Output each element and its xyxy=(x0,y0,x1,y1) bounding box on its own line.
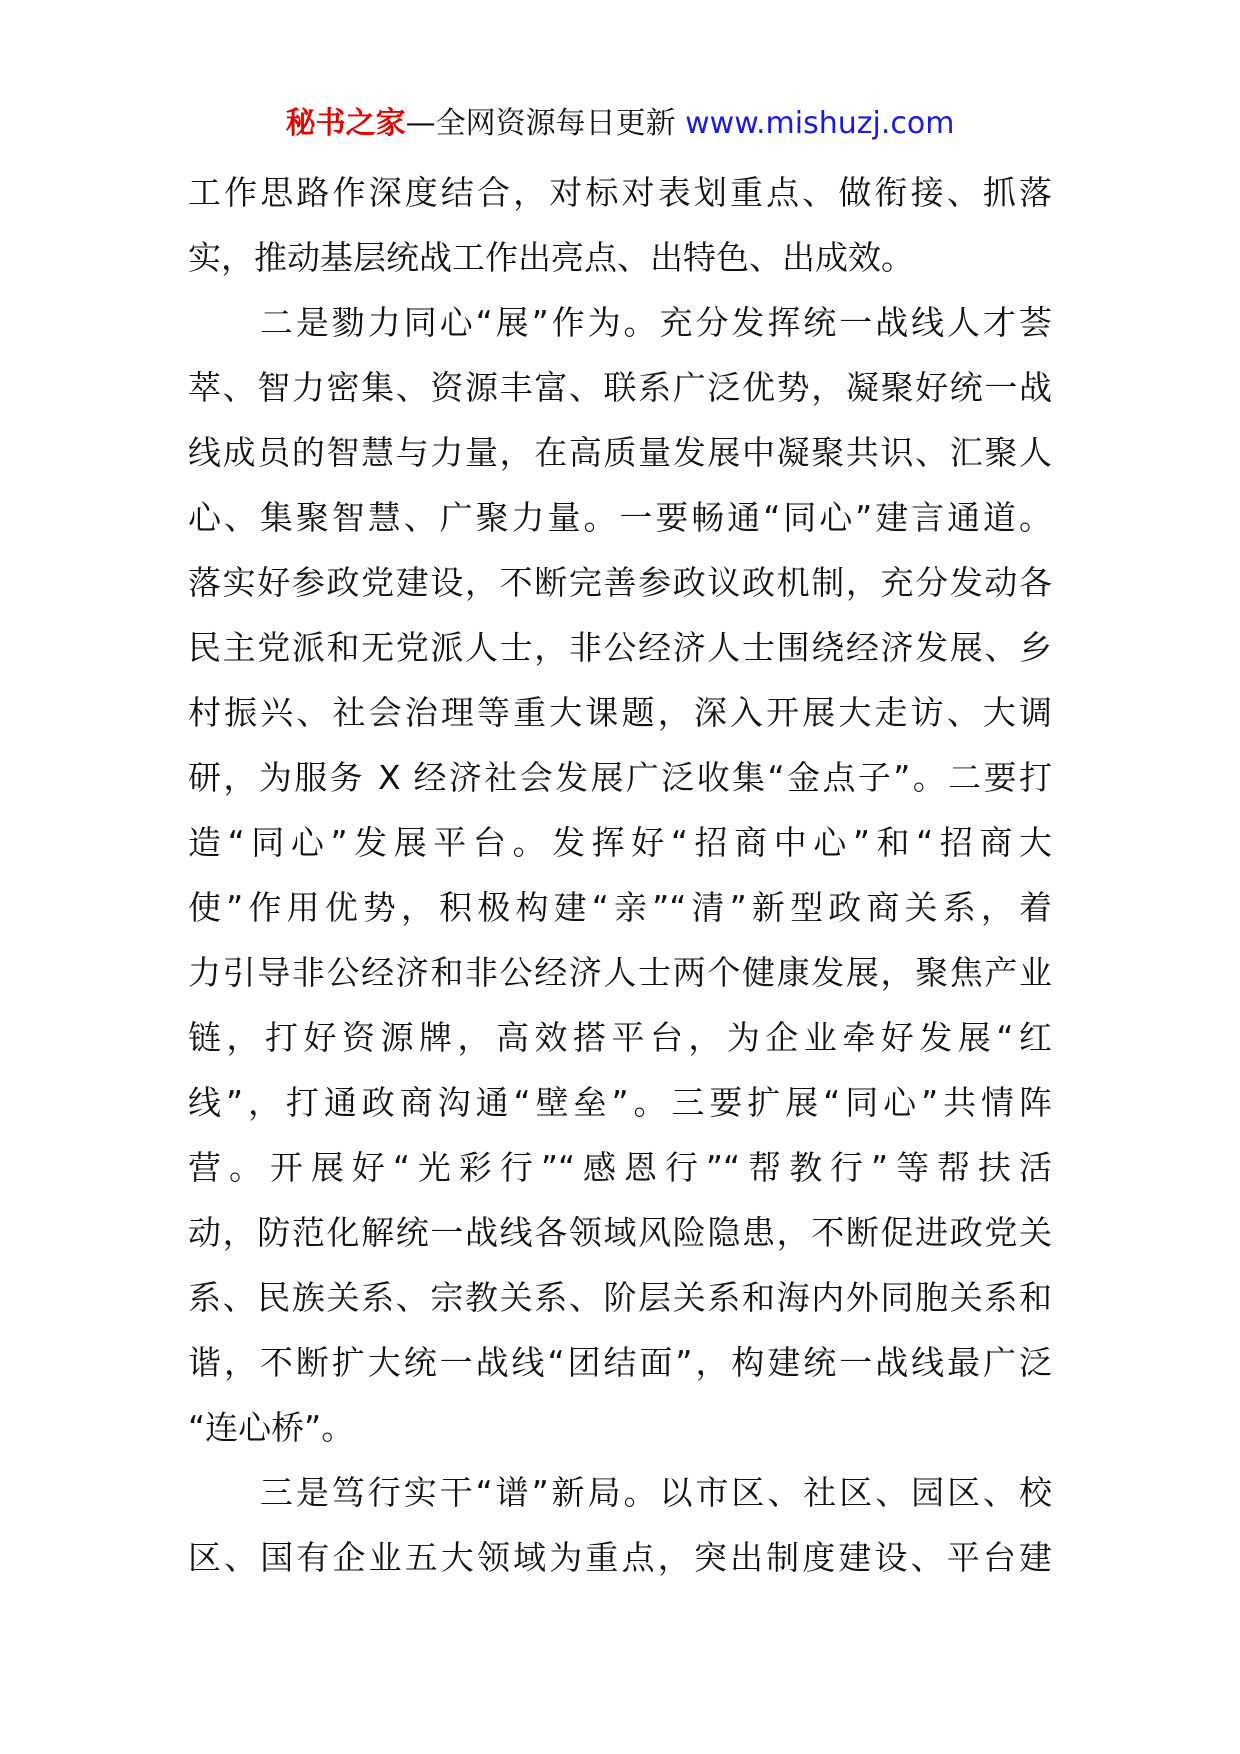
text-line: 民主党派和无党派人士，非公经济人士围绕经济发展、乡 xyxy=(188,628,1052,667)
text-line: 系、民族关系、宗教关系、阶层关系和海内外同胞关系和 xyxy=(188,1278,1052,1317)
text-line: 心、集聚智慧、广聚力量。一要畅通“同心”建言通道。 xyxy=(188,498,1052,537)
text-line: 线成员的智慧与力量，在高质量发展中凝聚共识、汇聚人 xyxy=(188,433,1052,472)
text-line: 实，推动基层统战工作出亮点、出特色、出成效。 xyxy=(188,238,914,277)
text-line: 区、国有企业五大领域为重点，突出制度建设、平台建 xyxy=(188,1538,1052,1577)
brand-name: 秘书之家 xyxy=(285,106,406,141)
text-line: 链，打好资源牌，高效搭平台，为企业牵好发展“红 xyxy=(188,1018,1052,1057)
document-body xyxy=(188,160,1052,1590)
text-line: 萃、智力密集、资源丰富、联系广泛优势，凝聚好统一战 xyxy=(188,368,1052,407)
text-line: 使”作用优势，积极构建“亲”“清”新型政商关系，着 xyxy=(188,888,1052,927)
text-line: “连心桥”。 xyxy=(188,1408,355,1447)
header-tagline: —全网资源每日更新 xyxy=(405,106,686,141)
text-line: 力引导非公经济和非公经济人士两个健康发展，聚焦产业 xyxy=(188,953,1052,992)
text-line: 落实好参政党建设，不断完善参政议政机制，充分发动各 xyxy=(188,563,1052,602)
website-url[interactable]: www.mishuzj.com xyxy=(685,106,955,141)
text-line: 线”，打通政商沟通“壁垒”。三要扩展“同心”共情阵 xyxy=(188,1083,1052,1122)
text-line: 谐，不断扩大统一战线“团结面”，构建统一战线最广泛 xyxy=(188,1343,1052,1382)
text-line: 研，为服务 X 经济社会发展广泛收集“金点子”。二要打 xyxy=(188,758,1052,797)
watermark-header xyxy=(0,102,1240,146)
text-line: 工作思路作深度结合，对标对表划重点、做衔接、抓落 xyxy=(188,173,1052,212)
text-line: 三是笃行实干“谱”新局。以市区、社区、园区、校 xyxy=(188,1473,1052,1512)
text-line: 动，防范化解统一战线各领域风险隐患，不断促进政党关 xyxy=(188,1213,1052,1252)
text-line: 二是勠力同心“展”作为。充分发挥统一战线人才荟 xyxy=(188,303,1052,342)
text-line: 营。开展好“光彩行”“感恩行”“帮教行”等帮扶活 xyxy=(188,1148,1052,1187)
text-line: 造“同心”发展平台。发挥好“招商中心”和“招商大 xyxy=(188,823,1052,862)
text-line: 村振兴、社会治理等重大课题，深入开展大走访、大调 xyxy=(188,693,1052,732)
